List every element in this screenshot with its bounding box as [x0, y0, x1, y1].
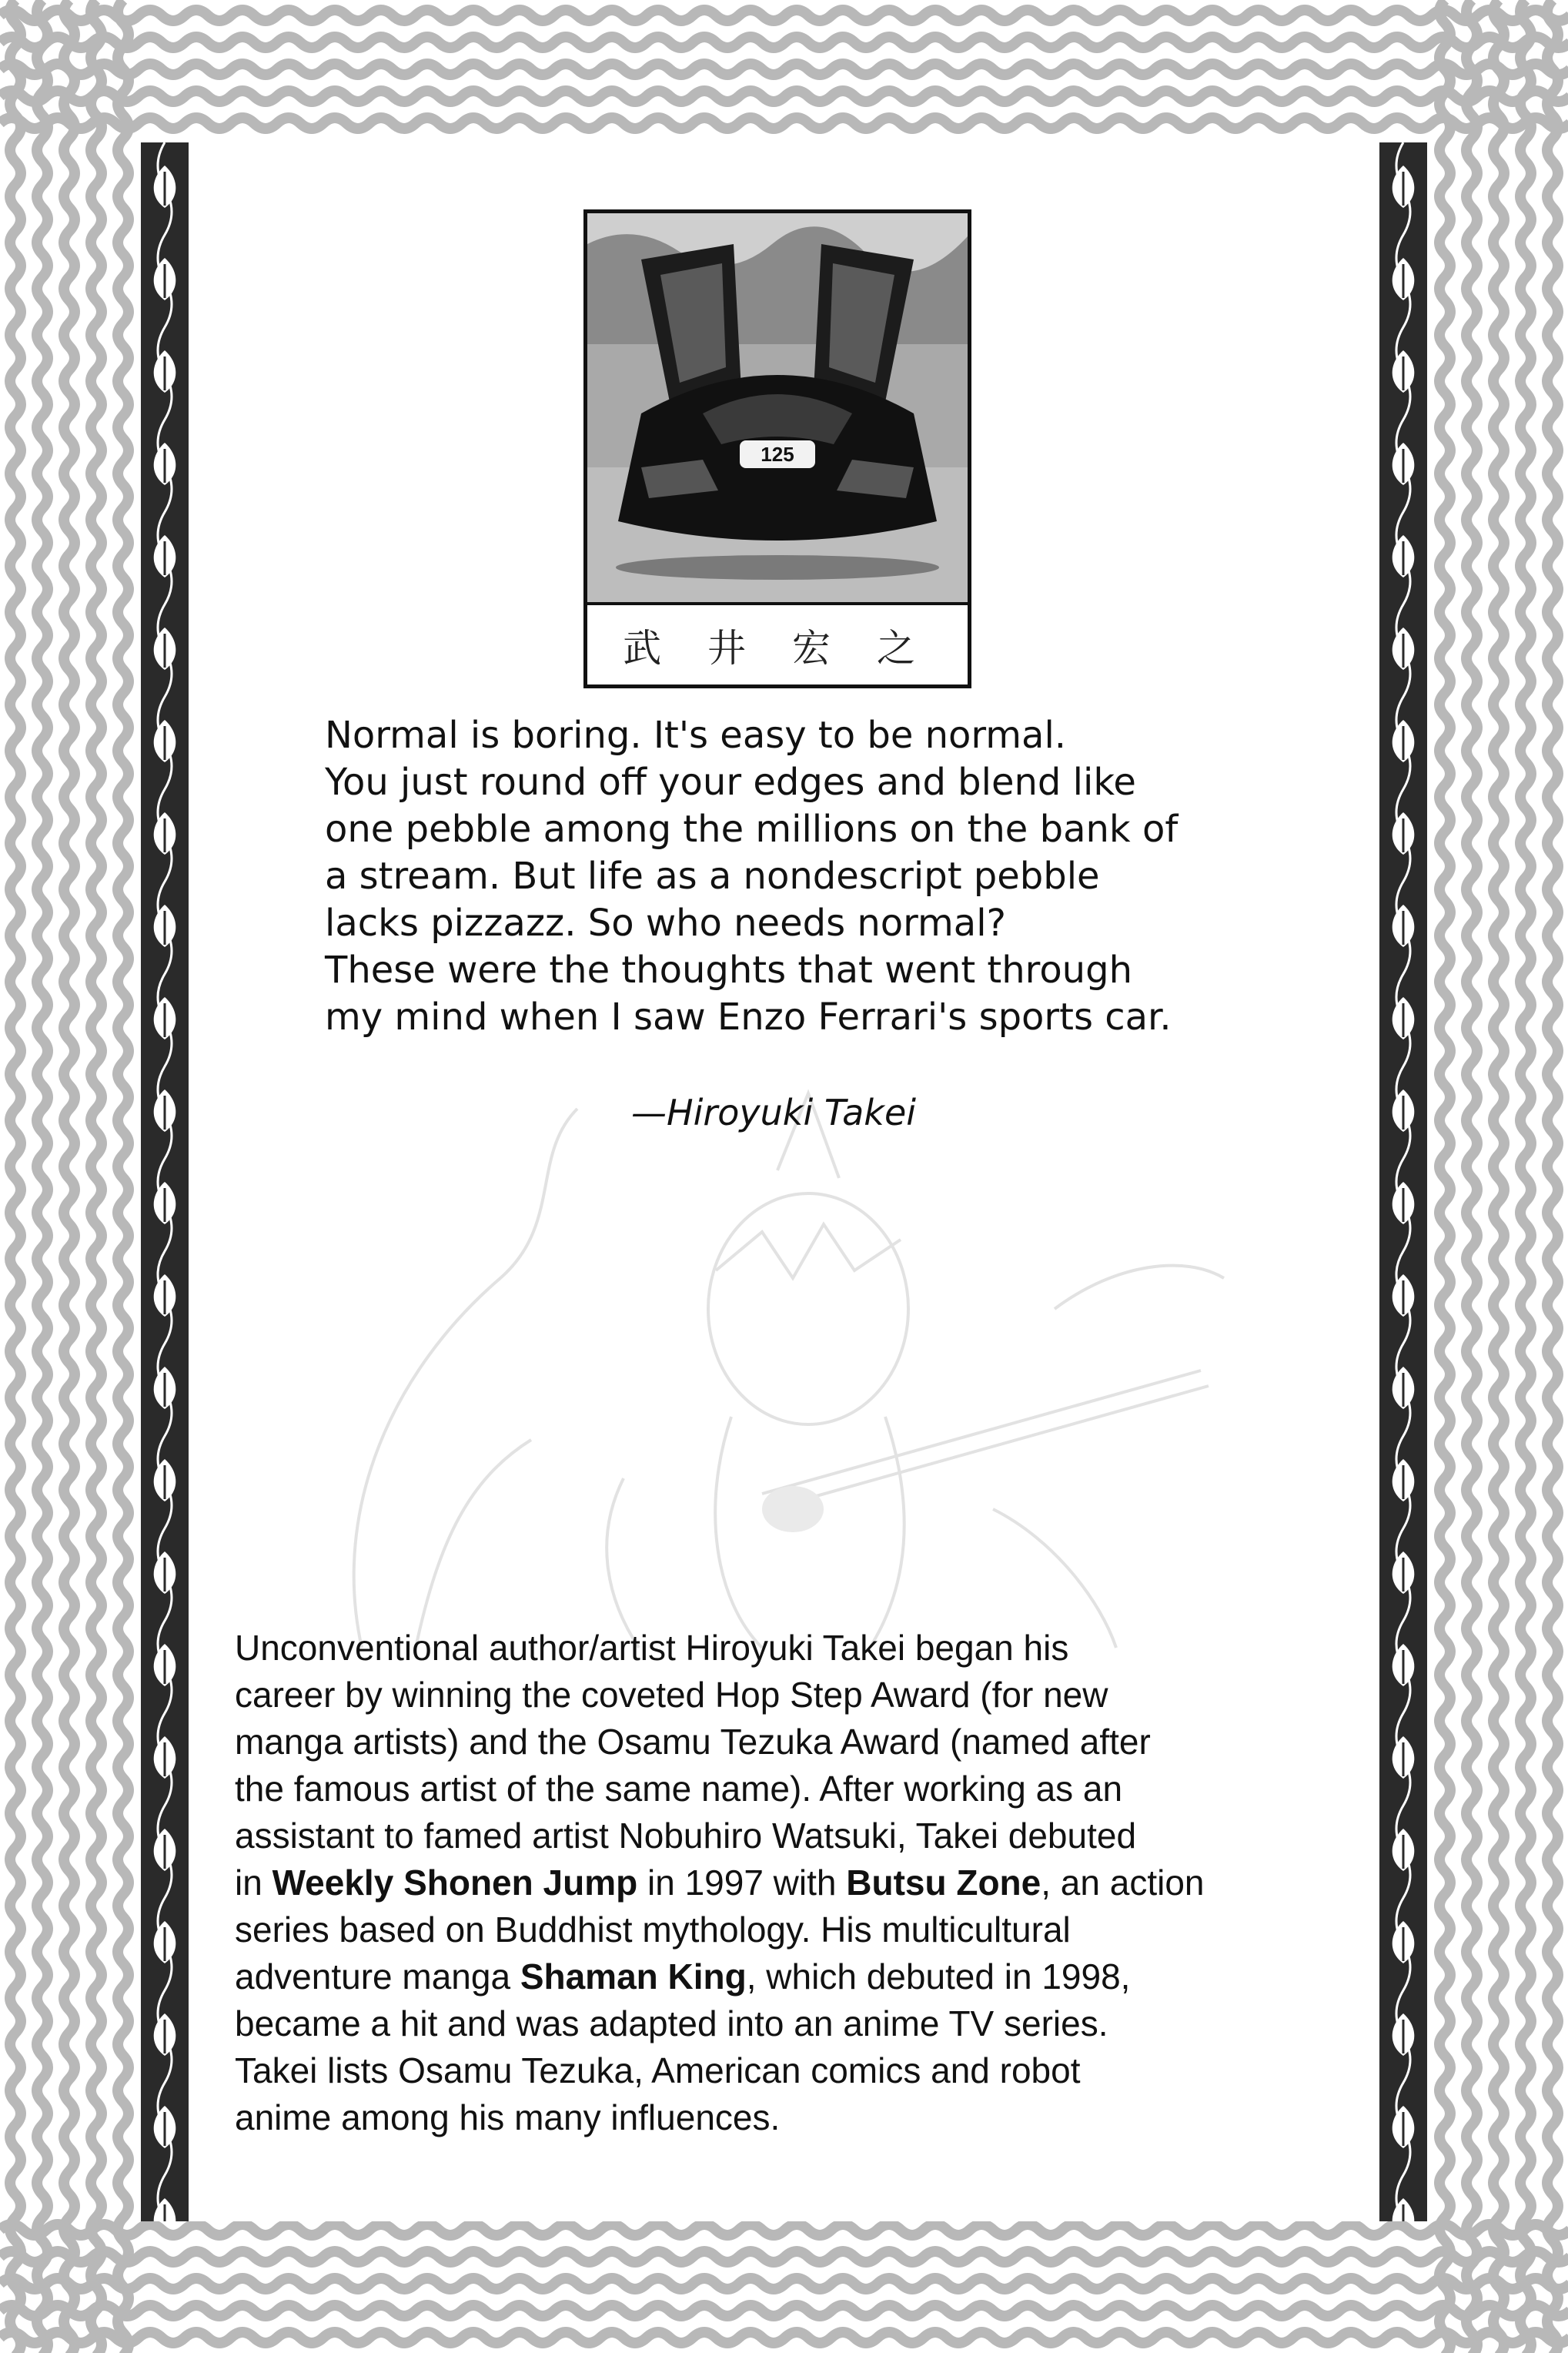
bio-line: became a hit and was adapted into an anime TV series. — [235, 2003, 1108, 2043]
sports-car-photo — [587, 213, 968, 602]
bio-title-butsu-zone: Butsu Zone — [846, 1863, 1041, 1903]
plate-number: 125 — [761, 443, 794, 466]
author-quote — [325, 712, 1326, 1041]
bio-text: , an action — [1041, 1863, 1205, 1903]
leaf-vine-icon — [1379, 142, 1427, 2221]
character-sketch-icon — [300, 1078, 1262, 1663]
bio-text: , which debuted in 1998, — [746, 1956, 1131, 1997]
quote-line: my mind when I saw Enzo Ferrari's sports car. — [325, 996, 1172, 1039]
quote-line: lacks pizzazz. So who needs normal? — [325, 902, 1006, 945]
bio-text: adventure manga — [235, 1956, 520, 1997]
bio-line: the famous artist of the same name). After working as an — [235, 1769, 1123, 1809]
bio-line: assistant to famed artist Nobuhiro Watsuki, Takei debuted — [235, 1816, 1137, 1856]
bio-title-shaman-king: Shaman King — [520, 1956, 747, 1997]
leaf-vine-icon — [141, 142, 189, 2221]
author-bio — [235, 1625, 1366, 2141]
quote-line: Normal is boring. It's easy to be normal. — [325, 714, 1067, 757]
bio-line — [235, 1953, 1366, 2000]
bio-line — [235, 1859, 1366, 1906]
author-name-kanji: 武 井 宏 之 — [587, 602, 968, 684]
quote-line: You just round off your edges and blend like — [325, 761, 1136, 804]
bio-text: in — [235, 1863, 272, 1903]
bio-line: Unconventional author/artist Hiroyuki Takei began his — [235, 1628, 1069, 1668]
author-photo-frame — [583, 209, 971, 688]
bio-line: anime among his many influences. — [235, 2097, 781, 2137]
bio-line: manga artists) and the Osamu Tezuka Award (named after — [235, 1722, 1151, 1762]
quote-line: one pebble among the millions on the bank of — [325, 808, 1179, 851]
quote-line: These were the thoughts that went through — [325, 949, 1132, 992]
bio-line: career by winning the coveted Hop Step Award (for new — [235, 1675, 1108, 1715]
bio-text: in 1997 with — [637, 1863, 847, 1903]
bio-title-weekly-shonen-jump: Weekly Shonen Jump — [272, 1863, 638, 1903]
bio-line: series based on Buddhist mythology. His multicultural — [235, 1910, 1071, 1950]
quote-line: a stream. But life as a nondescript pebble — [325, 855, 1100, 898]
bio-line: Takei lists Osamu Tezuka, American comics and robot — [235, 2050, 1081, 2090]
quote-signature: —Hiroyuki Takei — [631, 1092, 917, 1133]
